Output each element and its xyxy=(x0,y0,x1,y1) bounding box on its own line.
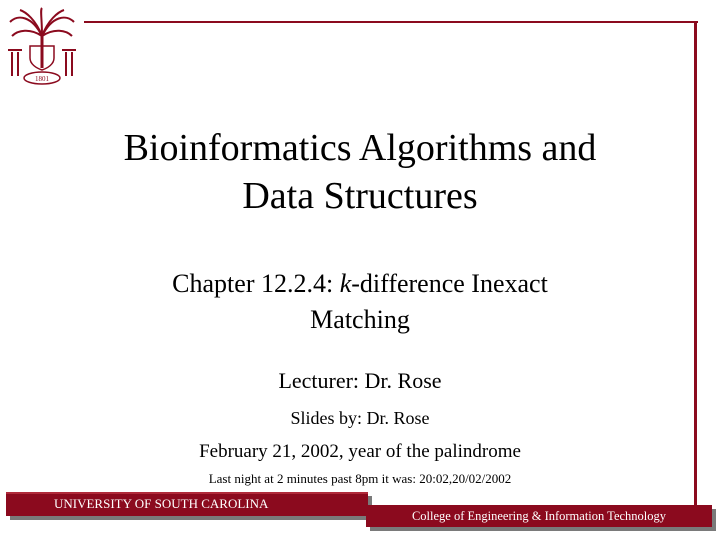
date-line: February 21, 2002, year of the palindrome xyxy=(199,441,521,462)
logo-year: 1801 xyxy=(35,75,49,83)
frame-top-rule xyxy=(84,21,698,23)
usc-palmetto-seal-icon xyxy=(4,6,80,88)
title-line-1: Bioinformatics Algorithms and xyxy=(123,127,597,169)
title-line-2: Data Structures xyxy=(242,175,478,217)
lecturer-line: Lecturer: Dr. Rose xyxy=(278,368,442,393)
last-night-line: Last night at 2 minutes past 8pm it was: 20:02,20/02/2002 xyxy=(208,471,512,486)
subtitle-prefix: Chapter 12.2.4: xyxy=(172,269,340,298)
college-name: College of Engineering & Information Technology xyxy=(411,508,667,523)
subtitle-suffix: -difference Inexact xyxy=(351,269,548,298)
frame-right-rule xyxy=(694,21,697,507)
slides-by-line: Slides by: Dr. Rose xyxy=(290,408,430,428)
college-footer-band xyxy=(366,505,712,527)
subtitle-line-2: Matching xyxy=(310,305,410,334)
university-footer-band xyxy=(6,492,368,516)
slide-title xyxy=(40,124,680,220)
subtitle-italic-k: k xyxy=(339,269,352,298)
university-band-highlight xyxy=(6,492,368,494)
subtitle-line-1 xyxy=(70,266,650,302)
slide-subtitle xyxy=(70,266,650,338)
university-name: UNIVERSITY OF SOUTH CAROLINA xyxy=(54,496,269,511)
